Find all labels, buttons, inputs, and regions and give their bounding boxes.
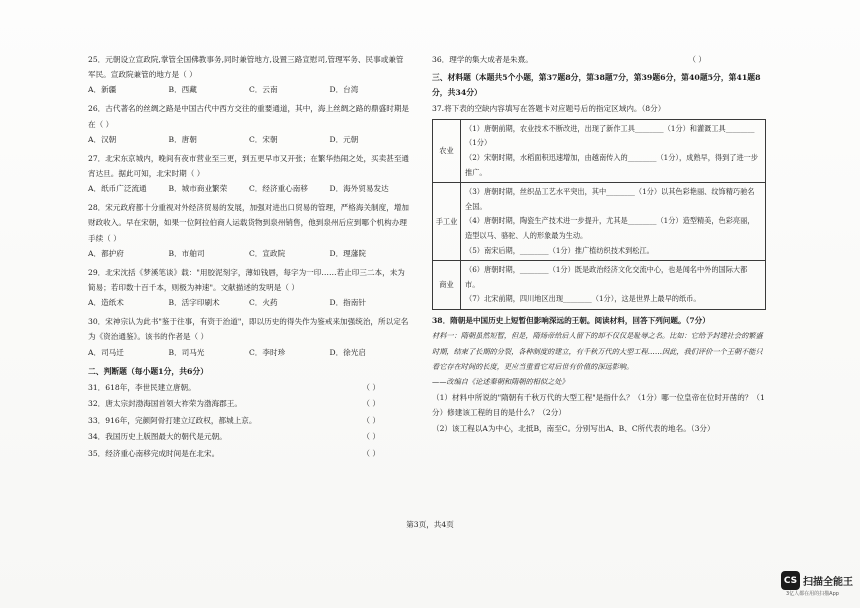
option: A．汉朝 [88, 134, 117, 144]
table-item: （7）北宋前期，四川地区出现________（1分），这是世界上最早的纸币。 [465, 294, 701, 304]
judgement-text: 31．618年，李世民建立唐朝。 [88, 382, 196, 392]
question-25: 25．元朝设立宣政院,掌管全国佛教事务,同时兼管地方,设置三路宣慰司,管理军务、民事或兼管军民。宣政院兼管的地方是（ ） [88, 55, 404, 80]
category-cell: 手工业 [433, 183, 461, 261]
question-29-options [88, 295, 410, 311]
judgement-item [88, 413, 410, 430]
option: B．唐朝 [168, 134, 197, 144]
table-item: （3）唐朝时期，丝织品工艺水平突出，其中________（1分）以其色彩艳丽、纹饰精巧驰名全国。 [465, 187, 755, 211]
content-cell [461, 183, 766, 261]
watermark-name: 扫描全能王 [803, 577, 853, 588]
judgement-text: 32．唐太宗封渤海国首领大祚荣为渤海郡王。 [88, 399, 242, 409]
option: D．台湾 [329, 85, 359, 95]
question-27: 27．北宋东京城内，晚间有夜市营业至三更，到五更早市又开张；在繁华热闹之处，买卖甚至通宵达旦。据此可知，北宋时期（ ） [88, 153, 410, 179]
table-row [433, 261, 766, 310]
option: A．造纸术 [88, 298, 124, 308]
question-26-options [88, 132, 410, 148]
table-item: （2）宋朝时期，水稻面积迅速增加，由越南传入的________（1分），成熟早，得到了进一步推广。 [465, 153, 759, 177]
option: C．宋朝 [249, 134, 278, 144]
question-26: 26．古代著名的丝绸之路是中国古代中西方交往的重要通道，其中，海上丝绸之路的鼎盛时期是在（ ） [88, 104, 410, 129]
question-38-sub-2: （2）该工程以A为中心，北抵B，南至C。分别写出A、B、C所代表的地名。（3分） [432, 424, 715, 434]
table-item: （6）唐朝时期，________（1分）既是政治经济文化交流中心，也是闻名中外的国际大都市。 [465, 265, 748, 289]
option: D．理藩院 [329, 248, 366, 258]
left-column [88, 52, 410, 462]
answer-blank: （ ） [362, 399, 380, 409]
answer-blank: （ ） [362, 382, 380, 392]
option: B．司马光 [168, 347, 205, 357]
option: B．市舶司 [168, 248, 205, 258]
answer-blank: （ ） [362, 448, 380, 458]
section-judgement-heading: 二、判断题（每小题1分，共6分） [88, 366, 209, 376]
watermark-tagline: 3亿人都在用的扫描App [786, 591, 839, 597]
table-row [433, 183, 766, 261]
judgement-text: 35．经济重心南移完成时间是在北宋。 [88, 448, 220, 458]
question-37-intro: 37.将下表的空缺内容填写在答题卡对应题号后的指定区域内。（8分） [432, 103, 666, 113]
question-28: 28．宋元政府都十分重视对外经济贸易的发展，加强对进出口贸易的管理，严格海关制度，增加财政收入。早在宋朝，如果一位阿拉伯商人运载货物到泉州销售，他到泉州后应到哪个机构办理手续（ ） [88, 203, 410, 243]
option: A．司马迁 [88, 347, 124, 357]
option: C．火药 [249, 298, 278, 308]
question-38-stem: 38．隋朝是中国历史上短暂但影响深远的王朝。阅读材料，回答下列问题。（7分） [432, 316, 710, 326]
option: C．李时珍 [249, 347, 286, 357]
option: C．经济重心南移 [249, 184, 308, 194]
scanner-watermark [781, 571, 853, 590]
option: B．西藏 [168, 85, 197, 95]
option: B．活字印刷术 [168, 298, 220, 308]
question-30-options [88, 345, 410, 361]
material-one: 材料一：隋朝虽然短暂，但是，隋炀帝给后人留下的却不仅仅是耻辱之名。比如：它给予封建社会的繁盛时期，结束了长期的分裂，各种制度的建立，有千秋万代的大型工程……因此，我们评价一个王朝不能只看它存在时间的长度，更应当重看它对后世有价值的深远影响。 [432, 331, 763, 372]
judgement-item [88, 446, 410, 463]
option: C．宣政院 [249, 248, 286, 258]
table-item: （1）唐朝前期，农业技术不断改进，出现了新作工具________（1分）和灌溉工具________（1分） [465, 123, 755, 148]
category-cell: 农业 [433, 119, 461, 182]
judgement-text: 36．理学的集大成者是朱熹。 [432, 55, 533, 64]
answer-blank: （ ） [362, 432, 380, 442]
question-37-table [432, 119, 766, 310]
option: A．纸币广泛流通 [88, 184, 147, 194]
answer-blank: （ ） [362, 415, 380, 425]
table-item: （5）南宋后期，________（1分）推广植纺织技术到松江。 [465, 245, 654, 255]
category-cell: 商业 [433, 261, 461, 310]
question-28-options [88, 246, 410, 262]
section-material-heading: 三、材料题（本题共5个小题，第37题8分，第38题7分，第39题6分，第40题5分，第41题8分，共34分） [432, 72, 761, 98]
option: D．徐光启 [329, 347, 366, 357]
question-30: 30．宋神宗认为此书"鉴于往事，有资于治道"，即以历史的得失作为鉴戒来加强统治，所以定名为《资治通鉴》。该书的作者是（ ） [88, 317, 409, 342]
judgement-item [88, 396, 410, 413]
content-cell [461, 261, 766, 310]
judgement-item [88, 429, 410, 446]
judgement-item-36 [432, 52, 766, 69]
judgement-text: 33．916年，完颜阿骨打建立辽政权，都城上京。 [88, 415, 257, 425]
material-source: ——改编自《论述秦朝和隋朝的相似之处》 [432, 377, 569, 387]
question-25-options [88, 82, 410, 98]
judgement-item [88, 380, 410, 397]
judgement-text: 34．我国历史上版图最大的朝代是元朝。 [88, 432, 227, 442]
option: D．海外贸易发达 [329, 184, 389, 194]
option: C．云南 [249, 85, 278, 95]
table-row [433, 119, 766, 182]
option: A．都护府 [88, 248, 124, 258]
camscanner-logo-icon: CS [781, 571, 800, 590]
option: A．新疆 [88, 85, 117, 95]
option: D．元朝 [329, 134, 359, 144]
question-27-options [88, 181, 410, 197]
right-column [432, 52, 766, 436]
page-number: 第3页，共4页 [406, 520, 454, 529]
question-29: 29．北宋沈括《梦溪笔谈》载："用胶泥刻字，薄如钱唇，每字为一印……若止印三二本，未为简易；若印数十百千本，则极为神速"。文献描述的发明是（ ） [88, 267, 405, 293]
table-item: （4）唐朝时期，陶瓷生产技术进一步提升，尤其是________（1分）造型精美，色彩亮丽，造型以马、骆驼、人的形象最为生动。 [465, 216, 755, 241]
content-cell [461, 119, 766, 182]
option: D．指南针 [329, 298, 366, 308]
question-38-sub-1: （1）材料中所说的"隋朝有千秋万代的大型工程"是指什么？（1分）哪一位皇帝在位时开凿的？（1分）修建该工程的目的是什么？（2分） [432, 392, 765, 418]
option: B．城市商业繁荣 [168, 184, 228, 194]
answer-blank: （ ） [688, 55, 706, 64]
